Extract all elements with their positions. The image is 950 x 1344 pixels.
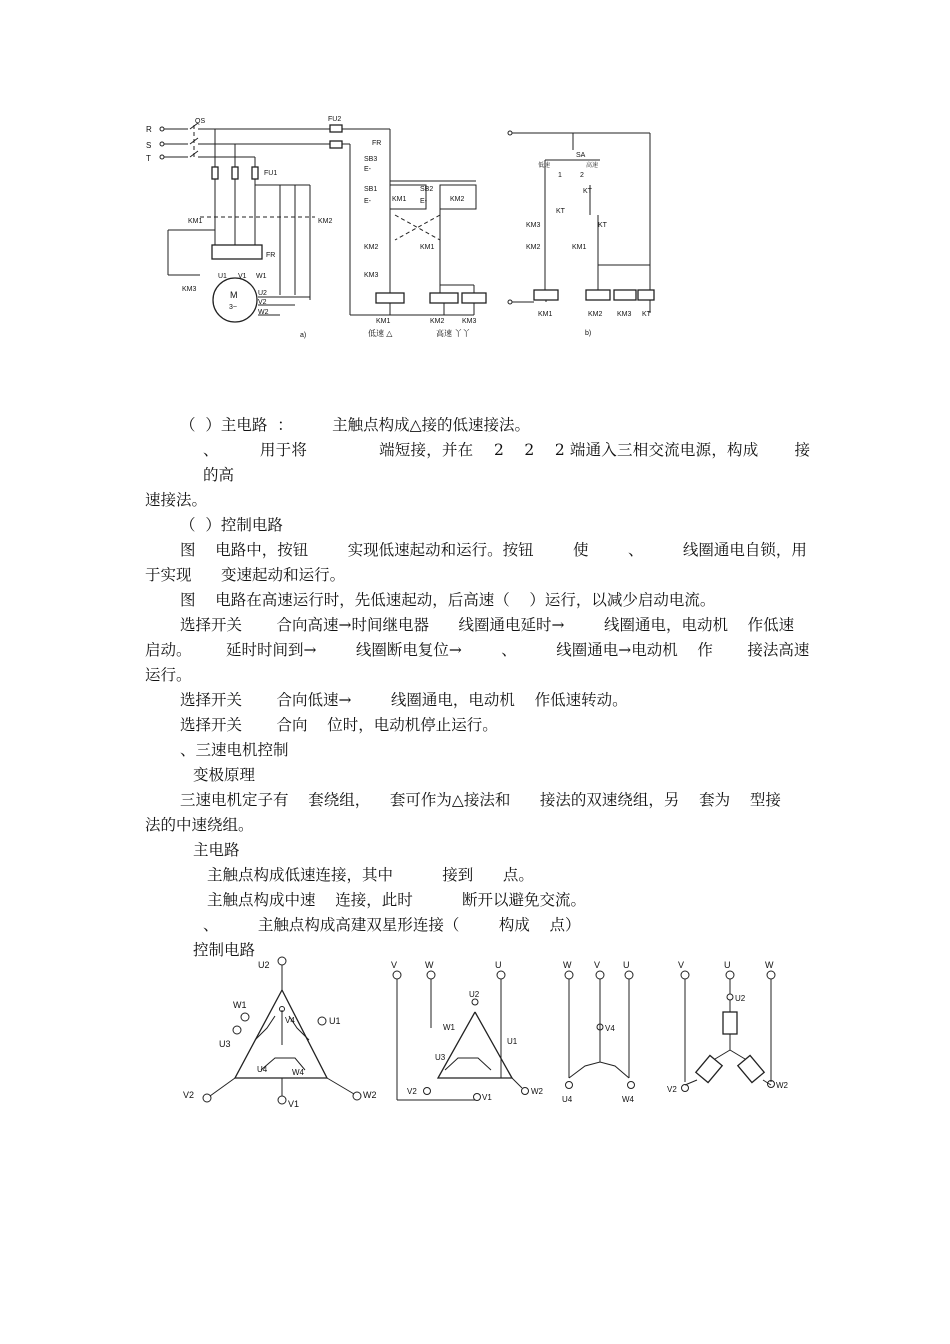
label-motor-m: M — [230, 290, 238, 300]
label-w2: W2 — [258, 309, 269, 316]
label-b-high: 高速 — [586, 163, 599, 169]
para-three-speed-1: 三速电机定子有 套绕组， 套可作为△接法和 接法的双速绕组，另 套为 型接 — [180, 791, 781, 809]
label-w1: W1 — [256, 273, 267, 280]
para-switch-high-3: 运行。 — [145, 666, 192, 684]
label-km1-e: KM1 — [572, 244, 587, 251]
d3-v: V — [594, 960, 601, 970]
d2-v: V — [391, 960, 398, 970]
label-km2-a: KM2 — [318, 218, 333, 225]
label-km2-b: KM2 — [450, 196, 465, 203]
label-fu2: FU2 — [328, 116, 342, 123]
label-t: T — [146, 154, 151, 163]
label-qs: QS — [195, 118, 206, 125]
para-three-speed-2: 法的中速绕组。 — [145, 816, 254, 834]
label-low-delta: 低速 △ — [368, 329, 393, 338]
label-sb3: SB3 — [364, 156, 378, 163]
label-sub-a: a) — [300, 332, 307, 339]
heading-pole-change: 变极原理 — [193, 766, 256, 784]
d2-u3: U3 — [435, 1053, 446, 1062]
para-high-speed-1: 、 用于将 端短接，并在 2 2 2 端通入三相交流电源，构成 接的高 — [203, 441, 810, 484]
d3-u4: U4 — [562, 1095, 573, 1104]
d2-u1: U1 — [507, 1037, 518, 1046]
label-km2-f: KM2 — [588, 311, 603, 318]
d3-w: W — [563, 960, 572, 970]
label-sub-b: b) — [585, 330, 592, 337]
label-km1-d: KM1 — [376, 318, 391, 325]
para-main-low: 主触点构成低速连接，其中 接到 点。 — [207, 866, 534, 884]
label-km3-d: KM3 — [526, 222, 541, 229]
label-u1: U1 — [218, 273, 227, 280]
d3-w4: W4 — [622, 1095, 634, 1104]
label-km1-c: KM1 — [420, 244, 435, 251]
heading-three-speed: 、三速电机控制 — [180, 741, 289, 759]
label-km3-a: KM3 — [182, 286, 197, 293]
para-switch-high-2: 启动。 延时时间到→ 线圈断电复位→ 、 线圈通电→电动机 作 接法高速 — [145, 641, 810, 659]
para-control-1: 图 电路中，按钮 实现低速起动和运行。按钮 使 、 线圈通电自锁，用 — [180, 541, 807, 559]
label-e-2: E- — [364, 198, 371, 205]
label-b-low: 低速 — [538, 163, 551, 169]
d1-w4: W4 — [292, 1068, 304, 1077]
d1-w2: W2 — [363, 1090, 377, 1100]
label-sb1: SB1 — [364, 186, 378, 193]
d2-w2: W2 — [531, 1087, 543, 1096]
d2-u: U — [495, 960, 502, 970]
label-kt-c: KT — [598, 222, 607, 229]
d1-v2: V2 — [183, 1090, 195, 1100]
d2-u2: U2 — [469, 990, 480, 999]
label-pos-1: 1 — [558, 172, 562, 179]
label-km2-e: KM2 — [526, 244, 541, 251]
d1-u3: U3 — [219, 1039, 231, 1049]
label-e-3: E- — [420, 198, 427, 205]
label-km3-e: KM3 — [617, 311, 632, 318]
d4-w2: W2 — [776, 1081, 788, 1090]
winding-diagram-bottom — [175, 950, 815, 1120]
label-r: R — [146, 125, 152, 134]
para-main-circuit: （ ）主电路 ： 主触点构成△接的低速接法。 — [180, 416, 531, 434]
d4-v: V — [678, 960, 685, 970]
d2-v1: V1 — [482, 1093, 492, 1102]
d4-w: W — [765, 960, 774, 970]
label-u2: U2 — [258, 290, 267, 297]
para-main-high: 、 主触点构成高建双星形连接（ 构成 点） — [203, 916, 581, 934]
d4-u: U — [724, 960, 731, 970]
label-km1-b: KM1 — [392, 196, 407, 203]
para-control-3: 图 电路在高速运行时，先低速起动，后高速（ ）运行，以减少启动电流。 — [180, 591, 716, 609]
label-kt-a: KT — [583, 188, 592, 195]
d1-v1: V1 — [288, 1099, 300, 1109]
label-v1: V1 — [238, 273, 247, 280]
label-km3-b: KM3 — [364, 272, 379, 279]
d1-v4: V4 — [285, 1016, 295, 1025]
circuit-diagram-top — [140, 105, 680, 355]
label-motor-3: 3~ — [229, 304, 237, 311]
label-high-yy: 高速 丫丫 — [436, 329, 471, 338]
label-fu1: FU1 — [264, 170, 278, 177]
label-v2: V2 — [258, 299, 267, 306]
d3-v4: V4 — [605, 1024, 615, 1033]
label-km1-f: KM1 — [538, 311, 553, 318]
label-s: S — [146, 141, 152, 150]
label-km2-d: KM2 — [430, 318, 445, 325]
label-kt-b: KT — [556, 208, 565, 215]
d1-u2: U2 — [258, 960, 270, 970]
d3-u: U — [623, 960, 630, 970]
d4-u2: U2 — [735, 994, 746, 1003]
heading-control-circuit: 控制电路 — [193, 941, 256, 959]
para-main-mid: 主触点构成中速 连接，此时 断开以避免交流。 — [207, 891, 586, 909]
d1-w1: W1 — [233, 1000, 247, 1010]
label-pos-2: 2 — [580, 172, 584, 179]
label-sa: SA — [576, 152, 586, 159]
para-switch-low: 选择开关 合向低速→ 线圈通电，电动机 作低速转动。 — [180, 691, 628, 709]
d1-u1: U1 — [329, 1016, 341, 1026]
para-control-heading: （ ）控制电路 — [180, 516, 283, 534]
label-km3-c: KM3 — [462, 318, 477, 325]
label-km1-a: KM1 — [188, 218, 203, 225]
para-switch-stop: 选择开关 合向 位时，电动机停止运行。 — [180, 716, 498, 734]
label-e-1: E- — [364, 166, 371, 173]
d2-w1: W1 — [443, 1023, 455, 1032]
label-sb2: SB2 — [420, 186, 434, 193]
d1-u4: U4 — [257, 1065, 268, 1074]
para-switch-high-1: 选择开关 合向高速→时间继电器 线圈通电延时→ 线圈通电，电动机 作低速 — [180, 616, 795, 634]
d4-v2: V2 — [667, 1085, 677, 1094]
para-control-2: 于实现 变速起动和运行。 — [145, 566, 346, 584]
label-fr-b: FR — [372, 140, 382, 147]
label-kt-d: KT — [642, 311, 651, 318]
label-fr: FR — [266, 252, 276, 259]
d2-w: W — [425, 960, 434, 970]
para-high-speed-2: 速接法。 — [145, 491, 208, 509]
heading-main-circuit: 主电路 — [193, 841, 240, 859]
label-km2-c: KM2 — [364, 244, 379, 251]
document-body — [145, 413, 810, 963]
d2-v2: V2 — [407, 1087, 417, 1096]
